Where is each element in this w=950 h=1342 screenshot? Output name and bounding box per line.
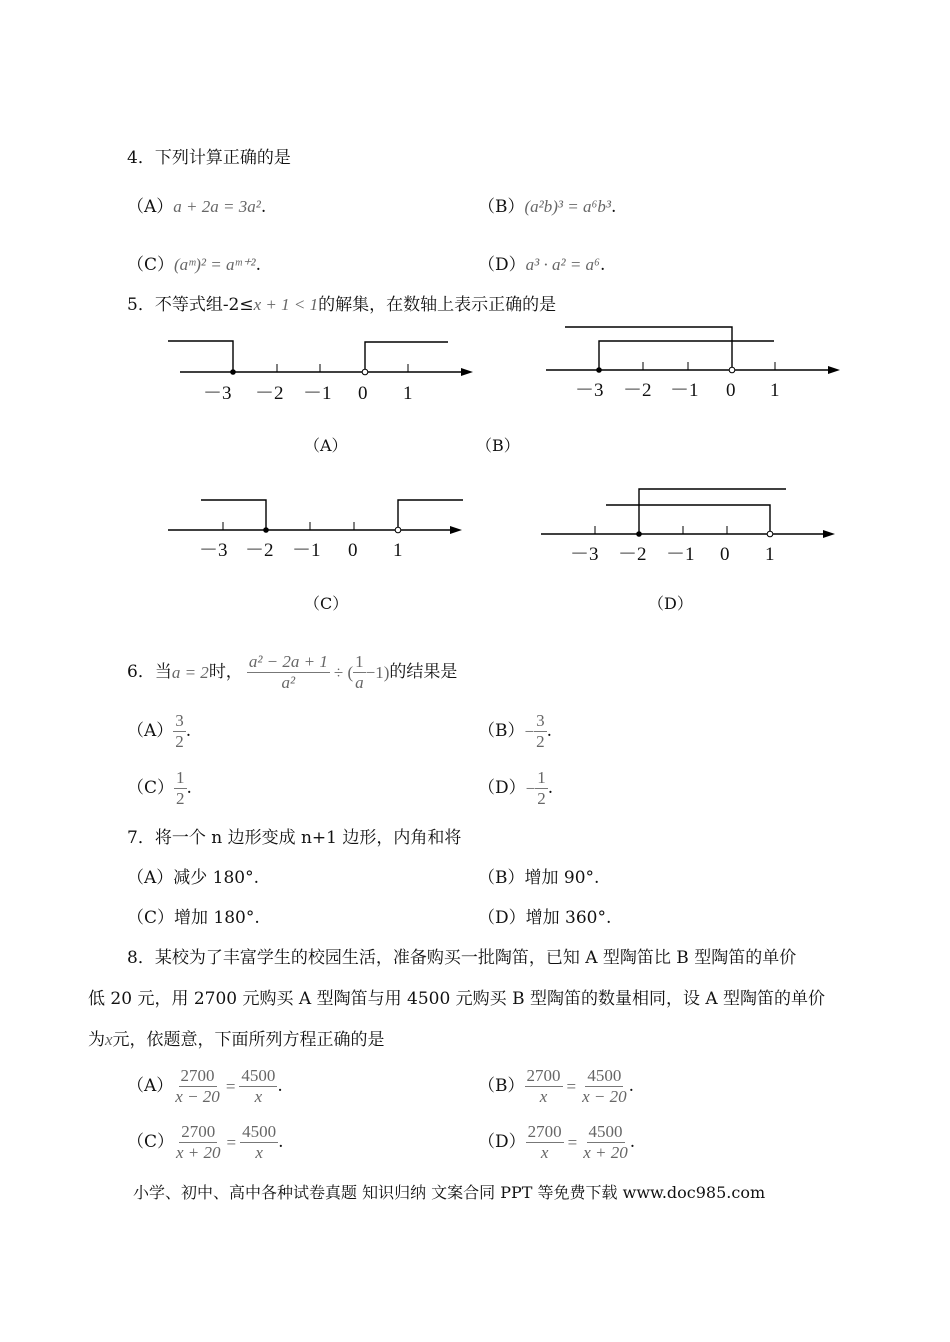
q6-cond: a = 2 bbox=[171, 662, 209, 682]
q6-c-fraction bbox=[174, 769, 187, 808]
q8-a-equals: = bbox=[225, 1076, 236, 1096]
q6-div: ÷ ( bbox=[333, 662, 354, 682]
q8-d-equals: = bbox=[567, 1132, 578, 1152]
q4-option-d bbox=[478, 256, 605, 274]
q6-expr-den: a² bbox=[281, 672, 296, 692]
q8-line3-post: 元，依题意，下面所列方程正确的是 bbox=[112, 1030, 385, 1050]
q6-inner-num: 1 bbox=[355, 652, 364, 671]
q5-caption-c: （C） bbox=[304, 594, 349, 613]
q8-line-2: 低 20 元，用 2700 元购买 A 型陶笛与用 4500 元购买 B 型陶笛的数量相同，设 A 型陶笛的单价 bbox=[88, 989, 826, 1009]
tick-label-neg3: －3 bbox=[570, 544, 599, 565]
q8-a-right-num: 4500 bbox=[241, 1066, 276, 1085]
q8-c-left-num: 2700 bbox=[181, 1122, 216, 1141]
q6-a-den: 2 bbox=[175, 731, 184, 751]
q8-option-a bbox=[127, 1067, 283, 1106]
q6-c-num: 1 bbox=[176, 768, 185, 787]
q5-number-line-a bbox=[165, 335, 485, 405]
q8-b-right-fraction bbox=[580, 1067, 629, 1106]
tick-label-1: 1 bbox=[403, 383, 413, 404]
q6-c-label: （C） bbox=[127, 777, 175, 798]
q6-b-label: （B） bbox=[478, 720, 525, 741]
q8-c-left-den: x + 20 bbox=[176, 1142, 221, 1162]
q8-c-left-fraction bbox=[174, 1123, 223, 1162]
q7-option-c: （C）增加 180°. bbox=[127, 908, 260, 928]
q5-stem bbox=[127, 296, 556, 314]
tick-label-1: 1 bbox=[770, 380, 780, 401]
q8-c-right-den: x bbox=[255, 1142, 263, 1162]
q6-b-sign: − bbox=[524, 721, 535, 741]
tick-label-neg1: －1 bbox=[303, 383, 332, 404]
q4-c-label: （C） bbox=[127, 255, 175, 275]
q8-a-end: . bbox=[277, 1075, 283, 1096]
q4-d-end: . bbox=[599, 255, 606, 275]
q8-line3-var: x bbox=[105, 1030, 113, 1049]
q8-b-equals: = bbox=[566, 1076, 577, 1096]
q8-a-left-den: x − 20 bbox=[175, 1086, 220, 1106]
q8-b-label: （B） bbox=[478, 1075, 525, 1096]
q6-b-den: 2 bbox=[536, 731, 545, 751]
q4-b-expr: (a²b)³ = a⁶b³ bbox=[524, 197, 611, 216]
tick-label-neg2: －2 bbox=[245, 540, 274, 561]
q5-stem-expr: x + 1 < 1 bbox=[253, 295, 319, 314]
q4-option-c bbox=[127, 256, 261, 274]
q5-stem-post: 的解集，在数轴上表示正确的是 bbox=[318, 295, 557, 315]
q4-option-b bbox=[478, 198, 616, 216]
tick-label-neg1: －1 bbox=[670, 380, 699, 401]
tick-label-0: 0 bbox=[348, 540, 358, 561]
q8-d-left-den: x bbox=[540, 1142, 549, 1162]
q8-b-right-num: 4500 bbox=[587, 1066, 622, 1085]
q8-line-1: 8．某校为了丰富学生的校园生活，准备购买一批陶笛，已知 A 型陶笛比 B 型陶笛的单价 bbox=[127, 948, 797, 968]
q6-a-fraction bbox=[173, 712, 186, 751]
q4-a-expr: a + 2a = 3a² bbox=[173, 197, 261, 216]
tick-label-0: 0 bbox=[726, 380, 736, 401]
q5-number-line-b bbox=[543, 322, 853, 402]
q4-d-label: （D） bbox=[478, 255, 526, 275]
q8-c-end: . bbox=[278, 1131, 284, 1152]
q8-b-left-num: 2700 bbox=[526, 1066, 561, 1085]
q8-line3-pre: 为 bbox=[88, 1030, 105, 1050]
q6-option-d bbox=[478, 769, 553, 808]
tick-label-1: 1 bbox=[393, 540, 403, 561]
q4-b-label: （B） bbox=[478, 197, 525, 217]
q8-d-end: . bbox=[629, 1131, 636, 1152]
q8-option-c bbox=[127, 1123, 284, 1162]
q8-option-d bbox=[478, 1123, 635, 1162]
q8-c-label: （C） bbox=[127, 1131, 175, 1152]
q8-d-left-fraction bbox=[526, 1123, 564, 1162]
q6-b-fraction bbox=[534, 712, 547, 751]
q7-stem: 7．将一个 n 边形变成 n+1 边形，内角和将 bbox=[127, 828, 462, 848]
tick-label-neg2: －2 bbox=[255, 383, 284, 404]
q8-a-right-fraction bbox=[239, 1067, 277, 1106]
q7-option-d: （D）增加 360°. bbox=[478, 908, 612, 928]
q8-c-equals: = bbox=[226, 1132, 237, 1152]
tick-label-0: 0 bbox=[720, 544, 730, 565]
q4-a-label: （A） bbox=[127, 197, 174, 217]
q6-expr-fraction bbox=[247, 653, 330, 692]
q4-b-end: . bbox=[611, 197, 617, 217]
q8-a-label: （A） bbox=[127, 1075, 174, 1096]
q6-inner-tail: −1) bbox=[365, 662, 390, 682]
q8-a-right-den: x bbox=[254, 1086, 263, 1106]
q5-caption-d: （D） bbox=[648, 594, 693, 613]
q4-c-expr: (aᵐ)² = aᵐ⁺² bbox=[174, 255, 256, 274]
q4-a-end: . bbox=[260, 197, 267, 217]
q8-a-left-num: 2700 bbox=[180, 1066, 215, 1085]
q4-option-a bbox=[127, 198, 266, 216]
tick-label-neg2: －2 bbox=[618, 544, 647, 565]
q8-c-right-num: 4500 bbox=[242, 1122, 277, 1141]
q4-c-end: . bbox=[255, 255, 262, 275]
page-footer: 小学、初中、高中各种试卷真题 知识归纳 文案合同 PPT 等免费下载 www.doc985.com bbox=[133, 1183, 766, 1202]
tick-label-neg3: －3 bbox=[575, 380, 604, 401]
q6-d-fraction bbox=[535, 769, 548, 808]
q4-stem: 4．下列计算正确的是 bbox=[127, 148, 291, 168]
q6-a-num: 3 bbox=[175, 711, 184, 730]
q6-d-end: . bbox=[547, 777, 554, 798]
q6-expr-num: a² − 2a + 1 bbox=[248, 652, 328, 671]
q6-d-sign: − bbox=[525, 778, 536, 798]
q6-a-end: . bbox=[185, 720, 192, 741]
q6-b-end: . bbox=[546, 720, 552, 741]
q7-option-a: （A）减少 180°. bbox=[127, 868, 260, 888]
q5-stem-pre: 5．不等式组-2≤ bbox=[127, 295, 254, 315]
tick-label-neg3: －3 bbox=[199, 540, 228, 561]
q8-c-right-fraction bbox=[240, 1123, 278, 1162]
q6-d-num: 1 bbox=[537, 768, 546, 787]
q8-a-left-fraction bbox=[173, 1067, 222, 1106]
q6-b-num: 3 bbox=[536, 711, 545, 730]
q6-option-a bbox=[127, 712, 191, 751]
q8-d-right-num: 4500 bbox=[588, 1122, 623, 1141]
tick-label-1: 1 bbox=[765, 544, 775, 565]
q8-line-3 bbox=[88, 1031, 385, 1049]
tick-label-neg2: －2 bbox=[623, 380, 652, 401]
q6-c-end: . bbox=[186, 777, 192, 798]
q8-option-b bbox=[478, 1067, 634, 1106]
q6-c-den: 2 bbox=[176, 788, 185, 808]
q6-stem-pre: 6．当 bbox=[127, 661, 172, 682]
tick-label-neg1: －1 bbox=[292, 540, 321, 561]
q8-b-right-den: x − 20 bbox=[582, 1086, 627, 1106]
q4-d-expr: a³ · a² = a⁶ bbox=[525, 255, 600, 274]
q6-stem-mid: 时， bbox=[208, 661, 243, 682]
tick-label-neg3: －3 bbox=[203, 383, 232, 404]
q6-stem bbox=[127, 653, 457, 692]
q5-caption-b: （B） bbox=[476, 436, 520, 455]
q8-d-right-den: x + 20 bbox=[583, 1142, 628, 1162]
q8-d-left-num: 2700 bbox=[527, 1122, 562, 1141]
q6-option-b bbox=[478, 712, 552, 751]
tick-label-0: 0 bbox=[358, 383, 368, 404]
q6-a-label: （A） bbox=[127, 720, 174, 741]
q8-b-end: . bbox=[628, 1075, 635, 1096]
q5-caption-a: （A） bbox=[304, 436, 348, 455]
q8-d-right-fraction bbox=[581, 1123, 630, 1162]
q6-inner-den: a bbox=[355, 672, 364, 692]
q6-option-c bbox=[127, 769, 192, 808]
q7-option-b: （B）增加 90°. bbox=[478, 868, 600, 888]
tick-label-neg1: －1 bbox=[666, 544, 695, 565]
q6-d-den: 2 bbox=[537, 788, 546, 808]
q8-d-label: （D） bbox=[478, 1131, 526, 1152]
q6-stem-post: 的结果是 bbox=[389, 661, 458, 682]
q6-inner-fraction bbox=[353, 653, 366, 692]
q6-d-label: （D） bbox=[478, 777, 526, 798]
q5-number-line-d bbox=[538, 485, 848, 565]
q8-b-left-den: x bbox=[539, 1086, 548, 1106]
q8-b-left-fraction bbox=[525, 1067, 563, 1106]
q5-number-line-c bbox=[165, 490, 475, 560]
